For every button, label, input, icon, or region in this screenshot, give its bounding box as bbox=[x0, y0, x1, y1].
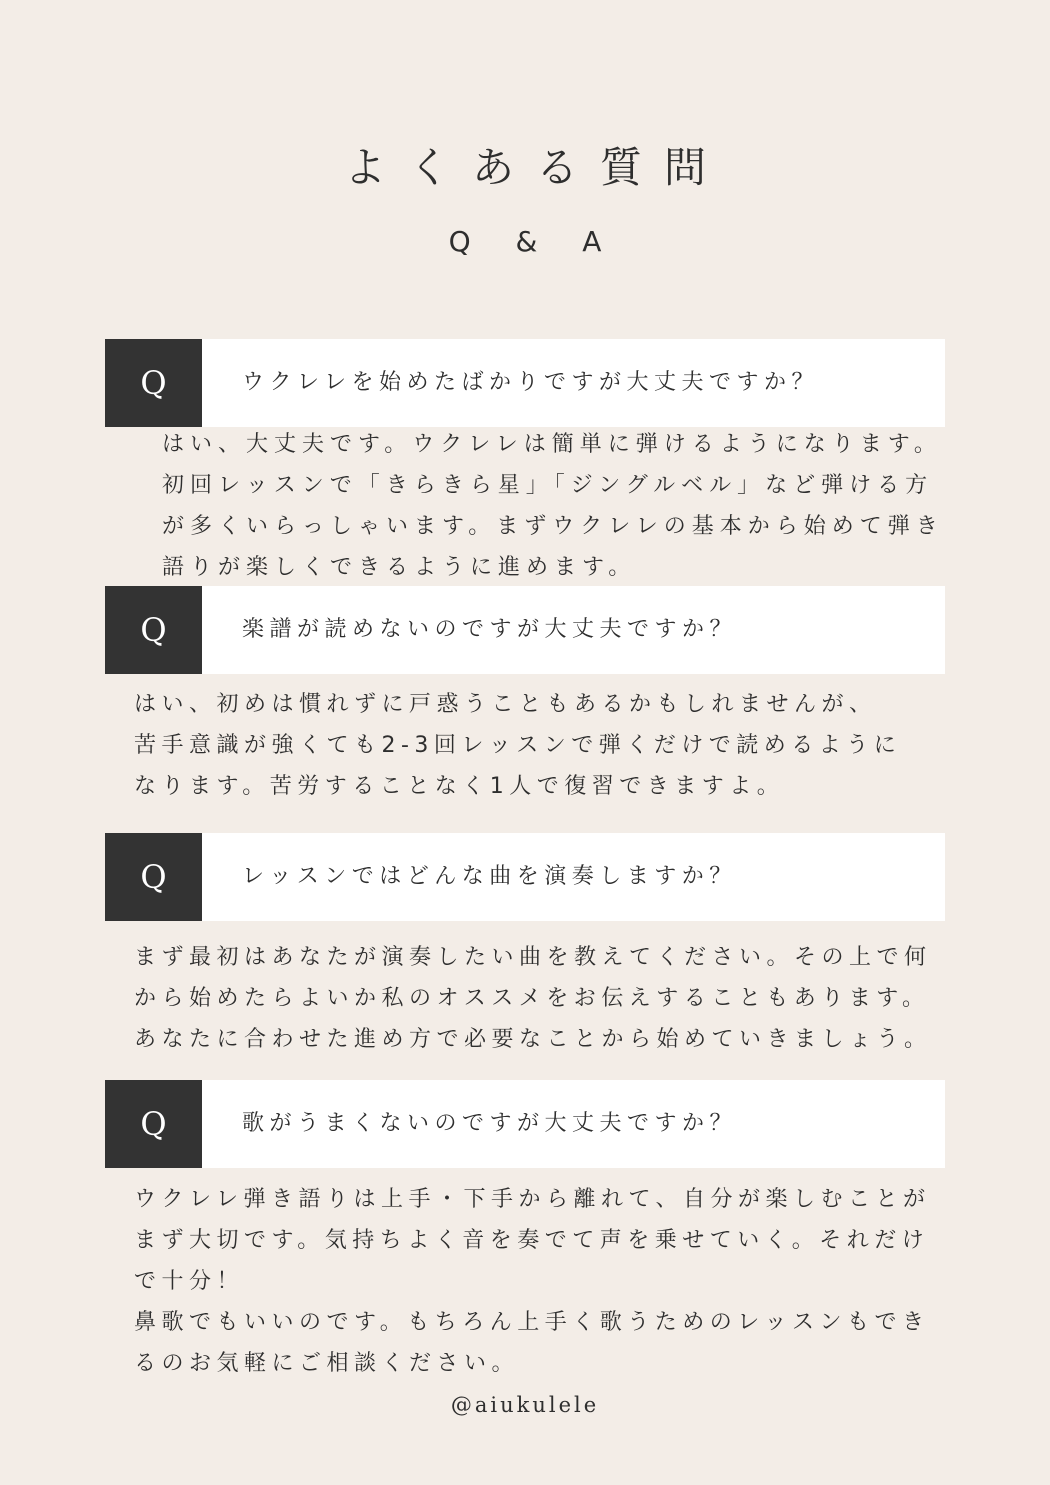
answer-line: なります。苦労することなく1人で復習できますよ。 bbox=[134, 774, 785, 799]
answer-line: 鼻歌でもいいのです。もちろん上手く歌うためのレッスンもでき bbox=[134, 1310, 930, 1335]
q-marker: Q bbox=[105, 833, 202, 921]
faq-answer bbox=[162, 424, 944, 588]
q-marker: Q bbox=[105, 586, 202, 674]
q-marker: Q bbox=[105, 1080, 202, 1168]
faq-answer bbox=[134, 684, 901, 807]
faq-question: 楽譜が読めないのですが大丈夫ですか？ bbox=[242, 617, 738, 642]
faq-question: ウクレレを始めたばかりですが大丈夫ですか？ bbox=[242, 370, 819, 395]
faq-question-bar bbox=[105, 339, 945, 427]
faq-answer bbox=[134, 937, 932, 1060]
faq-question: レッスンではどんな曲を演奏しますか？ bbox=[242, 864, 737, 889]
faq-question-bar bbox=[105, 586, 945, 674]
answer-line: 語りが楽しくできるように進めます。 bbox=[162, 555, 637, 580]
page-title: よくある質問 bbox=[343, 143, 728, 192]
answer-line: で十分！ bbox=[134, 1269, 245, 1294]
answer-line: から始めたらよいか私のオススメをお伝えすることもあります。 bbox=[134, 986, 930, 1011]
q-marker: Q bbox=[105, 339, 202, 427]
answer-line: はい、初めは慣れずに戸惑うこともあるかもしれませんが、 bbox=[134, 692, 877, 717]
answer-line: はい、大丈夫です。ウクレレは簡単に弾けるようになります。 bbox=[162, 432, 942, 457]
answer-line: 初回レッスンで「きらきら星」「ジングルベル」など弾ける方 bbox=[162, 473, 934, 498]
answer-line: まず最初はあなたが演奏したい曲を教えてください。その上で何 bbox=[134, 945, 932, 970]
answer-line: あなたに合わせた進め方で必要なことから始めていきましょう。 bbox=[134, 1027, 932, 1052]
answer-line: ウクレレ弾き語りは上手・下手から離れて、自分が楽しむことが bbox=[134, 1187, 931, 1212]
footer-handle: @aiukulele bbox=[450, 1393, 600, 1417]
answer-line: 苦手意識が強くても2-3回レッスンで弾くだけで読めるように bbox=[134, 733, 902, 758]
faq-answer bbox=[134, 1179, 931, 1384]
faq-question: 歌がうまくないのですが大丈夫ですか？ bbox=[242, 1111, 738, 1136]
faq-question-bar bbox=[105, 833, 945, 921]
answer-line: まず大切です。気持ちよく音を奏でて声を乗せていく。それだけ bbox=[134, 1228, 930, 1253]
answer-line: が多くいらっしゃいます。まずウクレレの基本から始めて弾き bbox=[162, 514, 944, 539]
answer-line: るのお気軽にご相談ください。 bbox=[134, 1351, 520, 1376]
page-subtitle: Q & A bbox=[448, 225, 620, 258]
faq-question-bar bbox=[105, 1080, 945, 1168]
